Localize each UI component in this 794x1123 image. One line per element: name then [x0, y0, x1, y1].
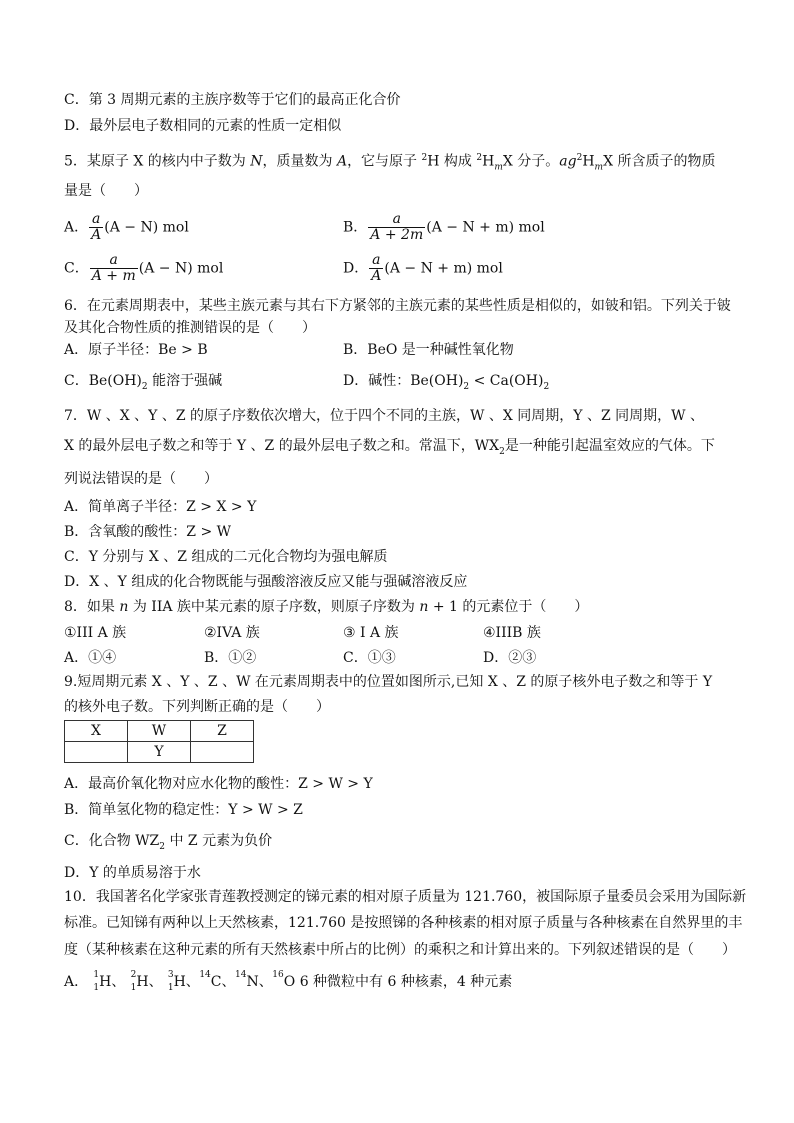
atomic-number: 1 — [130, 983, 137, 993]
q8-stem: 8．如果 n 为 IIA 族中某元素的原子序数，则原子序数为 n + 1 的元素位于（ ） — [64, 599, 589, 615]
q9-option-b: B．简单氢化物的稳定性：Y > W > Z — [64, 802, 303, 818]
q8-option-b: B．①② — [204, 650, 257, 666]
q8-option-c: C．①③ — [343, 650, 396, 666]
q4-option-d: D．最外层电子数相同的元素的性质一定相似 — [64, 118, 342, 134]
nuclide-symbol — [199, 970, 222, 990]
periodic-table-fragment — [64, 720, 254, 763]
mass-number: 2 — [130, 970, 137, 980]
q6-option-d: D．碱性：$Be(OH)_2 < Ca(OH)_2$ — [343, 373, 550, 392]
nuclide-indices — [273, 972, 284, 992]
q10-stem-line2: 标准。已知锑有两种以上天然核素，121.760 是按照锑的各种核素的相对原子质量与各种核素在自然界里的丰 — [64, 915, 743, 931]
nuclide-indices — [200, 972, 211, 992]
q6-option-c: C．$Be(OH)_2$ 能溶于强碱 — [64, 373, 223, 392]
q9-option-a: A．最高价氧化物对应水化物的酸性：Z > W > Y — [64, 776, 373, 792]
q6-option-b: B．BeO 是一种碱性氧化物 — [343, 342, 514, 358]
q10-stem-line3: 度（某种核素在这种元素的所有天然核素中所占的比例）的乘积之和计算出来的。下列叙述错误的是（ ） — [64, 942, 736, 958]
nuclide-indices — [125, 972, 136, 992]
table-cell: X — [65, 721, 128, 742]
atomic-number: 1 — [93, 983, 100, 993]
q7-stem-line3: 列说法错误的是（ ） — [64, 471, 218, 487]
element-symbol: C — [210, 974, 222, 990]
mass-number: 1 — [93, 970, 100, 980]
table-cell — [191, 742, 254, 763]
element-symbol: N — [246, 974, 259, 990]
nuclide-indices — [163, 972, 174, 992]
q5-option-c: C． $\frac{a}{A + m}$ (A − N) mol — [64, 252, 224, 284]
separator: 、 — [148, 974, 163, 990]
q9-option-d: D．Y 的单质易溶于水 — [64, 865, 201, 881]
q10-option-a: A． 1 1 H、 2 1 H、 3 1 H、 14 C、 14 N、 16 O 6 种微粒中有 6 种核素，4 种元素 — [64, 970, 513, 993]
q5-option-a: A． $\frac{a}{A}$ (A − N) mol — [64, 211, 189, 243]
nuclide-indices — [88, 972, 99, 992]
nuclide-symbol — [88, 970, 112, 993]
q9-stem-line2: 的核外电子数。下列判断正确的是（ ） — [64, 699, 330, 715]
q9-stem-line1: 9.短周期元素 X 、Y 、Z 、W 在元素周期表中的位置如图所示,已知 X 、Z 的原子核外电子数之和等于 Y — [64, 674, 713, 690]
q7-option-b: B．含氧酸的酸性：Z > W — [64, 524, 232, 540]
table-cell: Y — [128, 742, 191, 763]
q5-option-d: D． $\frac{a}{A}$ (A − N + m) mol — [343, 252, 503, 284]
separator: 、 — [221, 974, 236, 990]
table-cell: Z — [191, 721, 254, 742]
nuclide-symbol — [235, 970, 259, 990]
q8-option-a: A．①④ — [64, 650, 117, 666]
mass-number: 14 — [199, 970, 211, 980]
element-symbol: H — [99, 974, 112, 990]
nuclide-indices — [236, 972, 247, 992]
separator: 、 — [258, 974, 273, 990]
element-symbol: H — [173, 974, 186, 990]
mass-number: 3 — [167, 970, 174, 980]
table-cell — [65, 742, 128, 763]
table-row — [65, 742, 254, 763]
q6-stem-line1: 6．在元素周期表中，某些主族元素与其右下方紧邻的主族元素的某些性质是相似的，如铍和铝。下列关于铍 — [64, 298, 731, 314]
q5-stem-line2: 量是（ ） — [64, 183, 148, 199]
element-symbol: O — [283, 974, 296, 990]
q5-option-b: B． $\frac{a}{A + 2m}$ (A − N + m) mol — [343, 211, 545, 243]
mass-number: 16 — [272, 970, 284, 980]
q8-item-1: ①III A 族 — [64, 625, 127, 641]
q10-stem-line1: 10．我国著名化学家张青莲教授测定的锑元素的相对原子质量为 121.760，被国际原子量委员会采用为国际新 — [64, 889, 747, 905]
q8-item-4: ④IIIB 族 — [483, 625, 541, 641]
element-symbol: H — [136, 974, 149, 990]
atomic-number: 1 — [167, 983, 174, 993]
q6-option-a: A．原子半径：Be > B — [64, 342, 208, 358]
q8-option-d: D．②③ — [483, 650, 537, 666]
q6-stem-line2: 及其化合物性质的推测错误的是（ ） — [64, 320, 316, 336]
nuclide-symbol — [272, 970, 296, 990]
table-cell: W — [128, 721, 191, 742]
nuclide-list — [88, 970, 300, 993]
q7-stem-line2: X 的最外层电子数之和等于 Y 、Z 的最外层电子数之和。常温下，$WX_2$是一种能引起温室效应的气体。下 — [64, 438, 715, 457]
separator: 、 — [111, 974, 126, 990]
nuclide-symbol — [125, 970, 149, 993]
q7-option-d: D．X 、Y 组成的化合物既能与强酸溶液反应又能与强碱溶液反应 — [64, 574, 468, 590]
q8-item-2: ②IVA 族 — [204, 625, 260, 641]
q8-item-3: ③ I A 族 — [343, 625, 399, 641]
table-row — [65, 721, 254, 742]
q5-stem-line1: 5．某原子 X 的核内中子数为 N，质量数为 A，它与原子 $^2$H 构成 $^2H_mX$ 分子。$ag^2H_mX$ 所含质子的物质 — [64, 153, 716, 173]
nuclide-symbol — [163, 970, 186, 993]
q7-option-c: C．Y 分别与 X 、Z 组成的二元化合物均为强电解质 — [64, 549, 388, 565]
q9-option-c: C．化合物 $WZ_2$ 中 Z 元素为负价 — [64, 833, 273, 852]
q4-option-c: C．第 3 周期元素的主族序数等于它们的最高正化合价 — [64, 92, 401, 108]
separator: 、 — [185, 974, 200, 990]
mass-number: 14 — [235, 970, 247, 980]
q7-option-a: A．简单离子半径：Z > X > Y — [64, 499, 257, 515]
q7-stem-line1: 7．W 、X 、Y 、Z 的原子序数依次增大，位于四个不同的主族，W 、X 同周期，Y 、Z 同周期，W 、 — [64, 408, 704, 424]
